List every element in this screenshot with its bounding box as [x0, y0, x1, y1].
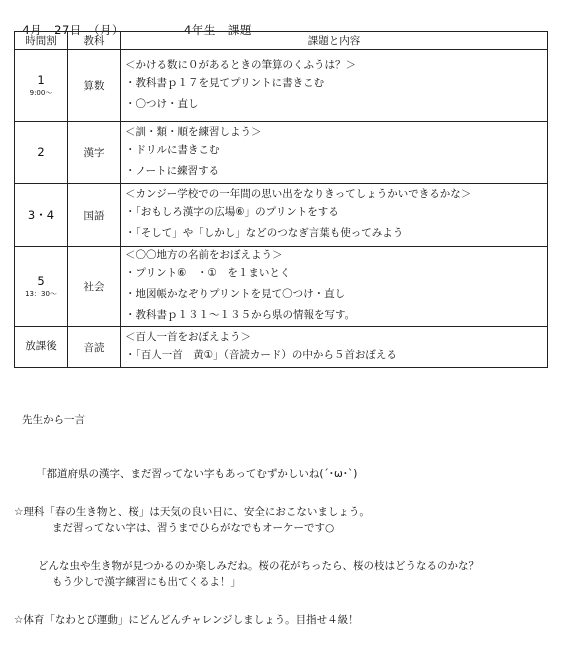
science-note-detail: どんな虫や生き物が見つかるのか楽しみだね。桜の花がちったら、桜の枝はどうなるのかな？ — [38, 560, 479, 572]
science-note: ☆理科「春の生き物と、桜」は天気の良い日に、安全におこないましょう。 — [14, 506, 370, 518]
column-header-subject: 教科 — [68, 32, 121, 50]
extra-notes — [14, 467, 479, 647]
content-line: ・教科書ｐ１３１〜１３５から県の情報を写す。 — [125, 309, 356, 321]
subject-cell: 音読 — [68, 327, 121, 368]
period-time: 9:00〜 — [29, 88, 53, 97]
column-header-period: 時間割 — [15, 32, 68, 50]
table-row — [15, 247, 548, 327]
period-cell — [15, 50, 68, 122]
period-number: 5 — [37, 273, 45, 288]
timetable — [14, 31, 548, 368]
content-cell — [121, 247, 548, 327]
subject-cell: 算数 — [68, 50, 121, 122]
subject-cell: 社会 — [68, 247, 121, 327]
content-line: ＜かける数に０があるときの筆算のくふうは？＞ — [125, 58, 356, 71]
period-number: 放課後 — [25, 340, 57, 353]
table-header-row — [15, 32, 548, 50]
date-label: 4月 27日 （月） — [22, 23, 125, 37]
column-header-content: 課題と内容 — [121, 32, 548, 50]
period-cell — [15, 247, 68, 327]
content-cell — [121, 122, 548, 184]
content-cell — [121, 184, 548, 247]
content-line: ＜訓・類・順を練習しよう＞ — [125, 125, 262, 138]
content-line: ＜カンジー学校での一年間の思い出をなりきってしょうかいできるかな＞ — [125, 188, 472, 200]
content-line: ・地図帳かなぞりプリントを見て〇つけ・直し — [125, 288, 346, 300]
period-number: 3・4 — [27, 207, 55, 222]
content-cell — [121, 50, 548, 122]
subject-cell: 国語 — [68, 184, 121, 247]
content-line: ＜百人一首をおぼえよう＞ — [125, 330, 251, 343]
content-cell — [121, 327, 548, 368]
table-row — [15, 184, 548, 247]
content-line: ・ドリルに書きこむ — [125, 143, 220, 156]
content-line: ・プリント⑥ ・① を１まいとく — [125, 267, 291, 279]
period-cell — [15, 327, 68, 368]
content-line: ＜〇〇地方の名前をおぼえよう＞ — [125, 249, 283, 261]
teacher-message-line: まだ習ってない字は、習うまでひらがなでもオーケーです○ — [52, 522, 335, 534]
period-cell — [15, 184, 68, 247]
teacher-message-line: 「都道府県の漢字、まだ習ってない字もあってむずかしいね(´･ω･`) — [36, 468, 358, 480]
table-row — [15, 122, 548, 184]
table-row — [15, 50, 548, 122]
period-cell — [15, 122, 68, 184]
content-line: ・ノートに練習する — [125, 164, 220, 177]
teacher-message-heading: 先生から一言 — [22, 414, 85, 426]
teacher-message-line: もう少しで漢字練習にも出てくるよ！」 — [52, 576, 241, 588]
content-line: ・教科書ｐ１７を見てプリントに書きこむ — [125, 76, 325, 89]
period-time: 13：30〜 — [25, 289, 57, 298]
content-line: ・「おもしろ漢字の広場⑥」のプリントをする — [125, 206, 339, 218]
content-line: ・「百人一首 黄①」（音読カード）の中から５首おぼえる — [125, 348, 397, 361]
page-title: 4年生 課題 — [184, 23, 252, 37]
subject-cell: 漢字 — [68, 122, 121, 184]
period-number: 1 — [37, 72, 45, 87]
content-line: ・「そして」や「しかし」などのつなぎ言葉も使ってみよう — [125, 227, 404, 239]
content-line: ・〇つけ・直し — [125, 97, 199, 110]
table-row — [15, 327, 548, 368]
pe-note: ☆体育「なわとび運動」にどんどんチャレンジしましょう。目指せ４級！ — [14, 614, 359, 626]
period-number: 2 — [37, 145, 45, 160]
